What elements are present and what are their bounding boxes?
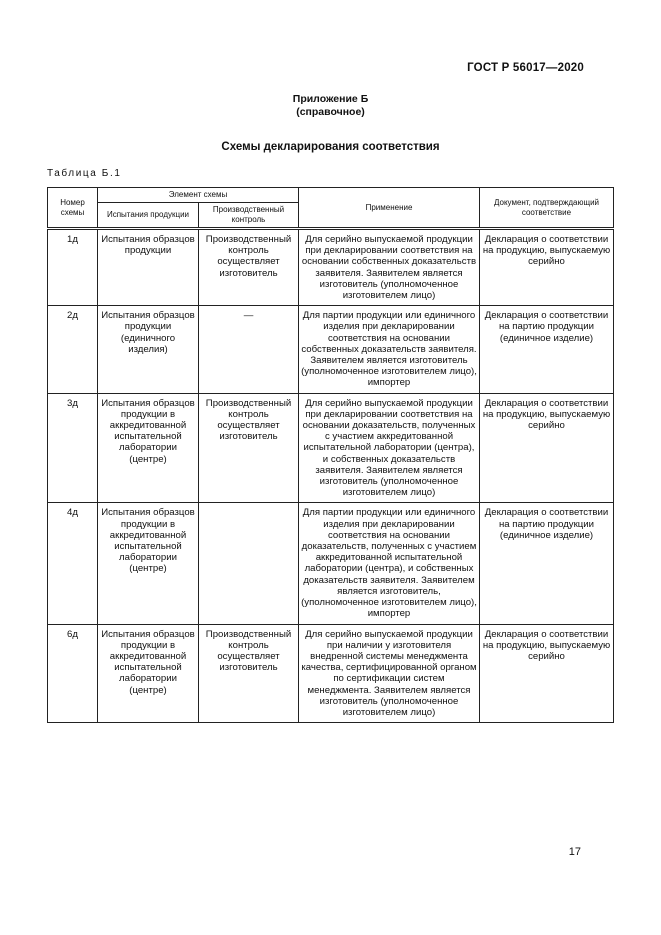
scheme-number-cell: 6д xyxy=(48,624,98,723)
production-control-cell: Производственный контроль осуществляет изготовитель xyxy=(199,393,299,503)
section-title: Схемы декларирования соответствия xyxy=(221,141,440,153)
scheme-number-cell: 4д xyxy=(48,503,98,624)
confirming-document-cell: Декларация о соответствии на партию продукции (единичное изделие) xyxy=(480,503,614,624)
product-testing-cell: Испытания образцов продукции в аккредитованной испытательной лаборатории (центре) xyxy=(98,624,199,723)
page-number: 17 xyxy=(568,846,581,858)
appendix-title: Приложение Б xyxy=(292,93,369,105)
application-cell: Для серийно выпускаемой продукции при декларировании соответствия на основании собственных доказательств заявителя. Заявителем является изготовитель (уполномоченное изготовителем лицо) xyxy=(299,229,480,306)
production-control-cell: — xyxy=(199,306,299,393)
production-control-cell xyxy=(199,503,299,624)
application-cell: Для партии продукции или единичного изделия при декларировании соответствия на основании доказательств, полученных с участием аккредитованной испытательной лаборатории (центра), и собственных доказательств заявителя. Заявителем является изготовитель, (уполномоченное изготовителем лицо), импортер xyxy=(299,503,480,624)
header-production-control: Производственный контроль xyxy=(199,203,299,229)
appendix-subtitle: (справочное) xyxy=(296,106,365,118)
application-cell: Для серийно выпускаемой продукции при наличии у изготовителя внедренной системы менеджмента качества, сертифицированной органом по сертификации систем менеджмента. Заявителем является изготовитель (уполномоченное изготовителем лицо) xyxy=(299,624,480,723)
application-cell: Для партии продукции или единичного изделия при декларировании соответствия на основании собственных доказательств заявителя. Заявителем является изготовитель (уполномоченное изготовителем лицо), импортер xyxy=(299,306,480,393)
application-cell: Для серийно выпускаемой продукции при декларировании соответствия на основании доказательств, полученных с участием аккредитованной испытательной лаборатории (центра), и собственных доказательств заявителя. Заявителем является изготовитель (уполномоченное изготовителем лицо) xyxy=(299,393,480,503)
scheme-number-cell: 2д xyxy=(48,306,98,393)
scheme-number-cell: 1д xyxy=(48,229,98,306)
table-row xyxy=(48,393,614,503)
confirming-document-cell: Декларация о соответствии на продукцию, выпускаемую серийно xyxy=(480,229,614,306)
table-row xyxy=(48,229,614,306)
product-testing-cell: Испытания образцов продукции в аккредитованной испытательной лаборатории (центре) xyxy=(98,503,199,624)
table-row xyxy=(48,306,614,393)
scheme-number-cell: 3д xyxy=(48,393,98,503)
product-testing-cell: Испытания образцов продукции (единичного изделия) xyxy=(98,306,199,393)
confirming-document-cell: Декларация о соответствии на партию продукции (единичное изделие) xyxy=(480,306,614,393)
header-application: Применение xyxy=(299,188,480,229)
product-testing-cell: Испытания образцов продукции xyxy=(98,229,199,306)
header-confirming-document: Документ, подтверждающий соответствие xyxy=(480,188,614,229)
header-scheme-number: Номер схемы xyxy=(48,188,98,229)
table-caption: Таблица Б.1 xyxy=(47,168,122,179)
product-testing-cell: Испытания образцов продукции в аккредитованной испытательной лаборатории (центре) xyxy=(98,393,199,503)
production-control-cell: Производственный контроль осуществляет изготовитель xyxy=(199,624,299,723)
declaration-schemes-table xyxy=(47,187,614,723)
confirming-document-cell: Декларация о соответствии на продукцию, выпускаемую серийно xyxy=(480,624,614,723)
header-product-testing: Испытания продукции xyxy=(98,203,199,229)
table-row xyxy=(48,624,614,723)
table-row xyxy=(48,503,614,624)
confirming-document-cell: Декларация о соответствии на продукцию, выпускаемую серийно xyxy=(480,393,614,503)
appendix-heading xyxy=(0,93,661,119)
production-control-cell: Производственный контроль осуществляет изготовитель xyxy=(199,229,299,306)
header-scheme-element: Элемент схемы xyxy=(98,188,299,203)
page-header-standard-code: ГОСТ Р 56017—2020 xyxy=(467,62,584,74)
